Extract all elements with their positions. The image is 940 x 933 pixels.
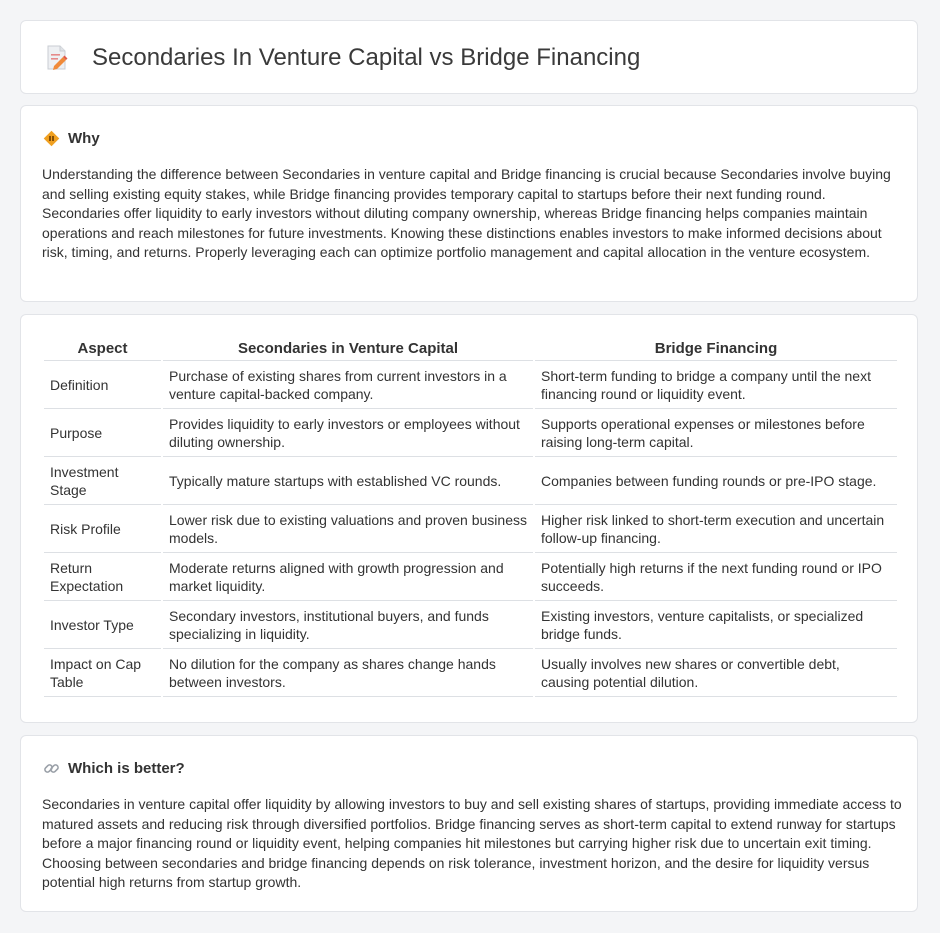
- bridge-cell: Short-term funding to bridge a company until the next financing round or liquidity event.: [535, 361, 897, 409]
- table-row: [44, 505, 897, 553]
- link-icon: [43, 760, 60, 777]
- aspect-cell: Purpose: [44, 409, 161, 457]
- secondaries-cell: No dilution for the company as shares change hands between investors.: [163, 649, 533, 697]
- secondaries-cell: Moderate returns aligned with growth progression and market liquidity.: [163, 553, 533, 601]
- secondaries-cell: Lower risk due to existing valuations and proven business models.: [163, 505, 533, 553]
- why-section: [20, 105, 918, 302]
- secondaries-cell: Provides liquidity to early investors or employees without diluting ownership.: [163, 409, 533, 457]
- header-bridge: Bridge Financing: [535, 334, 897, 361]
- aspect-cell: Risk Profile: [44, 505, 161, 553]
- secondaries-cell: Purchase of existing shares from current investors in a venture capital-backed company.: [163, 361, 533, 409]
- why-heading: Why: [68, 129, 100, 147]
- aspect-cell: Return Expectation: [44, 553, 161, 601]
- bridge-cell: Usually involves new shares or convertible debt, causing potential dilution.: [535, 649, 897, 697]
- diamond-sign-icon: [43, 130, 60, 147]
- bridge-cell: Higher risk linked to short-term execution and uncertain follow-up financing.: [535, 505, 897, 553]
- aspect-cell: Investment Stage: [44, 457, 161, 505]
- better-heading: Which is better?: [68, 759, 185, 777]
- aspect-cell: Investor Type: [44, 601, 161, 649]
- comparison-table: [42, 334, 899, 697]
- aspect-cell: Impact on Cap Table: [44, 649, 161, 697]
- table-row: [44, 409, 897, 457]
- table-header-row: [44, 334, 897, 361]
- which-is-better-section: [20, 735, 918, 912]
- table-row: [44, 361, 897, 409]
- header-secondaries: Secondaries in Venture Capital: [163, 334, 533, 361]
- why-heading-row: [43, 128, 100, 148]
- table-row: [44, 649, 897, 697]
- header-aspect: Aspect: [44, 334, 161, 361]
- document-pencil-icon: [45, 45, 69, 71]
- better-heading-row: [43, 758, 185, 778]
- title-card: [20, 20, 918, 94]
- secondaries-cell: Secondary investors, institutional buyers, and funds specializing in liquidity.: [163, 601, 533, 649]
- bridge-cell: Supports operational expenses or milestones before raising long-term capital.: [535, 409, 897, 457]
- page-title: Secondaries In Venture Capital vs Bridge Financing: [92, 44, 641, 71]
- table-row: [44, 457, 897, 505]
- comparison-section: [20, 314, 918, 723]
- bridge-cell: Companies between funding rounds or pre-IPO stage.: [535, 457, 897, 505]
- bridge-cell: Potentially high returns if the next funding round or IPO succeeds.: [535, 553, 897, 601]
- aspect-cell: Definition: [44, 361, 161, 409]
- secondaries-cell: Typically mature startups with established VC rounds.: [163, 457, 533, 505]
- better-paragraph: Secondaries in venture capital offer liquidity by allowing investors to buy and sell existing shares of startups, providing immediate access to matured assets and reducing risk through diversified portfolios. Bridge financing serves as short-term capital to extend runway for startups before a major financing round or liquidity event, helping companies hit milestones but carrying higher risk due to uncertain exit timing. Choosing between secondaries and bridge financing depends on risk tolerance, investment horizon, and the desire for liquidity versus potential high returns from startup growth.: [42, 796, 902, 890]
- table-row: [44, 553, 897, 601]
- why-paragraph: Understanding the difference between Secondaries in venture capital and Bridge financing is crucial because Secondaries involve buying and selling existing equity stakes, while Bridge financing provides temporary capital to startups before their next funding round. Secondaries offer liquidity to early investors without diluting company ownership, whereas Bridge financing helps companies maintain operations and reach milestones for future investments. Knowing these distinctions enables investors to make informed decisions about risk, timing, and returns. Properly leveraging each can optimize portfolio management and capital allocation in the venture ecosystem.: [42, 166, 891, 260]
- table-row: [44, 601, 897, 649]
- bridge-cell: Existing investors, venture capitalists, or specialized bridge funds.: [535, 601, 897, 649]
